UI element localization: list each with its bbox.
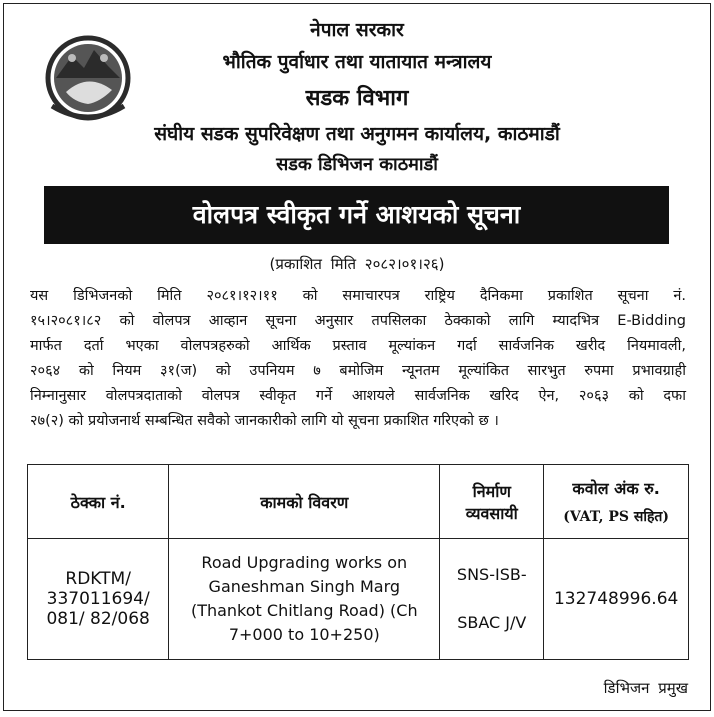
- col-builder: [440, 465, 544, 539]
- cell-work-description: [169, 539, 440, 660]
- builder-header-line2: व्यवसायी: [465, 503, 518, 523]
- col-work-description: कामको विवरण: [169, 465, 440, 539]
- body-line: २७(२) को प्रयोजनार्थ सम्बन्धित सवैको जानकारीको लागि यो सूचना प्रकाशित गरिएको छ ।: [30, 413, 499, 429]
- body-line: २०६४ को नियम ३१(ज) को उपनियम ७ बमोजिम न्यूनतम मूल्यांकित सारभुत रुपमा प्रभावग्राही: [30, 363, 686, 379]
- body-line: मार्फत दर्ता भएका वोलपत्रहरुको आर्थिक प्रस्ताव मूल्यांकन गर्दा सार्वजनिक खरीद नियमावली,: [30, 338, 686, 354]
- work-desc-line3: (Thankot Chitlang Road) (Ch: [190, 601, 418, 620]
- notice-body: [30, 284, 686, 434]
- bid-header: कवोल अंक रु.: [572, 479, 660, 498]
- published-date: (प्रकाशित मिति २०८२।०१।२६): [269, 255, 445, 273]
- work-desc-line1: Road Upgrading works on: [201, 553, 408, 572]
- body-line: निम्नानुसार वोलपत्रदाताको वोलपत्र स्वीकृत गर्ने आशयले सार्वजनिक खरिद ऐन, २०६३ को दफा: [30, 388, 686, 404]
- header-department: सडक विभाग: [305, 86, 409, 111]
- table-header-row: [28, 465, 689, 539]
- header-division: सडक डिभिजन काठमाडौं: [276, 154, 438, 175]
- header-office: संघीय सडक सुपरिवेक्षण तथा अनुगमन कार्यालय, काठमाडौं: [154, 123, 560, 145]
- header-government: नेपाल सरकार: [310, 19, 404, 41]
- contract-no-line1: RDKTM/: [65, 569, 131, 589]
- col-contract-no: ठेक्का नं.: [28, 465, 169, 539]
- builder-line1: SNS-ISB-: [456, 565, 527, 584]
- work-desc-line2: Ganeshman Singh Marg: [208, 577, 401, 596]
- notice-title: वोलपत्र स्वीकृत गर्ने आशयको सूचना: [44, 186, 669, 244]
- col-bid-amount: [544, 465, 689, 539]
- builder-header-line1: निर्माण: [472, 481, 511, 501]
- body-line: यस डिभिजनको मिति २०८१।१२।११ को समाचारपत्र राष्ट्रिय दैनिकमा प्रकाशित सूचना नं.: [30, 288, 686, 304]
- cell-bid-amount: 132748996.64: [544, 539, 689, 660]
- division-chief-signature: डिभिजन प्रमुख: [603, 679, 688, 697]
- contract-table: [27, 464, 689, 660]
- work-desc-line4: 7+000 to 10+250): [228, 625, 380, 644]
- table-row: [28, 539, 689, 660]
- header-ministry: भौतिक पुर्वाधार तथा यातायात मन्त्रालय: [222, 51, 492, 73]
- cell-contract-no: [28, 539, 169, 660]
- bid-header-note: (VAT, PS सहित): [563, 509, 670, 525]
- contract-no-line3: 081/ 82/068: [46, 609, 150, 629]
- notice-page: [3, 3, 711, 711]
- builder-line2: SBAC J/V: [457, 613, 527, 632]
- body-line: १५।२०८१।८२ को वोलपत्र आव्हान सूचना अनुसार तपसिलका ठेक्काको लागि म्यादभित्र E-Bidding: [30, 313, 686, 329]
- cell-builder: [440, 539, 544, 660]
- contract-no-line2: 337011694/: [46, 589, 150, 609]
